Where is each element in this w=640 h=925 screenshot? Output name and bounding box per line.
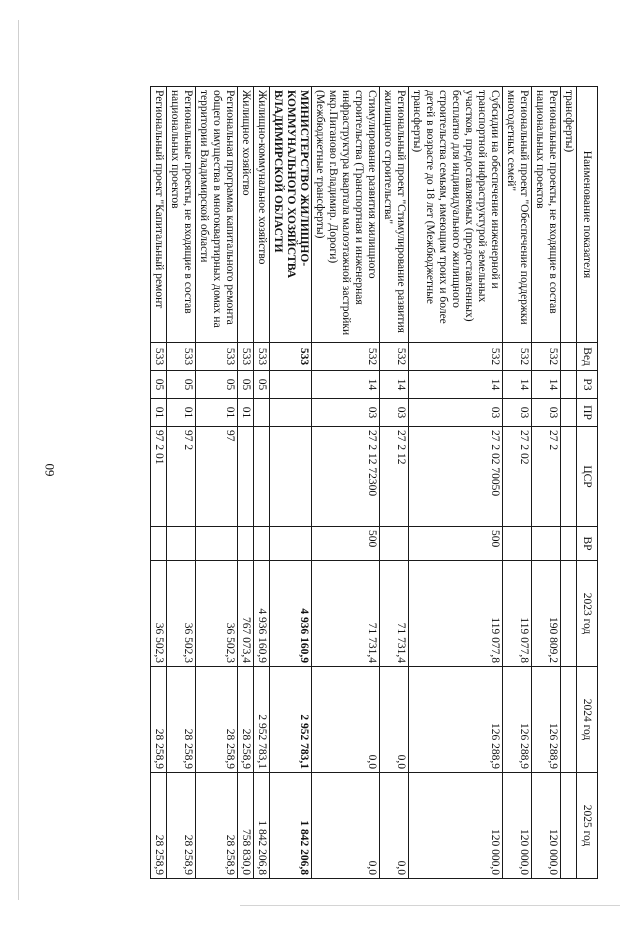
header-pr: ПР	[577, 399, 598, 427]
table-body	[151, 87, 598, 879]
cell-ved: 533	[238, 343, 254, 371]
table-row	[167, 87, 196, 879]
cell-2025	[561, 773, 577, 879]
table-header-row	[577, 87, 598, 879]
cell-vr	[270, 527, 312, 561]
cell-vr	[503, 527, 532, 561]
cell-rz: 14	[312, 371, 380, 399]
cell-rz: 05	[151, 371, 167, 399]
cell-csr: 27 2 02	[503, 427, 532, 527]
cell-csr: 97	[196, 427, 238, 527]
cell-rz: 14	[532, 371, 561, 399]
table-row	[409, 87, 503, 879]
cell-2024: 2 952 783,1	[254, 667, 270, 773]
cell-ved: 532	[409, 343, 503, 371]
header-name: Наименование показателя	[577, 87, 598, 343]
cell-pr: 03	[409, 399, 503, 427]
header-ved: Вед	[577, 343, 598, 371]
cell-rz	[270, 371, 312, 399]
table-row	[238, 87, 254, 879]
cell-2023: 4 936 160,9	[270, 561, 312, 667]
cell-2023: 119 077,8	[503, 561, 532, 667]
cell-2025: 120 000,0	[409, 773, 503, 879]
cell-2024: 28 258,9	[238, 667, 254, 773]
cell-2023: 190 809,2	[532, 561, 561, 667]
cell-name: Стимулирование развития жилищного строительства (Транспортная и инженерная инфраструктура квартала малоэтажной застройки мкр.Пиганово г.Владимир. Дороги) (Межбюджетные трансферты)	[312, 87, 380, 343]
cell-name: трансферты)	[561, 87, 577, 343]
cell-2024: 28 258,9	[167, 667, 196, 773]
rotated-table-container	[102, 86, 598, 878]
cell-ved: 532	[503, 343, 532, 371]
cell-2024: 126 288,9	[409, 667, 503, 773]
header-2025: 2025 год	[577, 773, 598, 879]
cell-csr: 97 2	[167, 427, 196, 527]
table-row	[254, 87, 270, 879]
cell-name: Региональная программа капитального ремонта общего имущества в многоквартирных домах на территории Владимирской области	[196, 87, 238, 343]
cell-2025: 1 842 206,8	[270, 773, 312, 879]
table-row	[532, 87, 561, 879]
cell-vr	[151, 527, 167, 561]
cell-vr	[254, 527, 270, 561]
cell-vr	[238, 527, 254, 561]
cell-pr: 01	[196, 399, 238, 427]
table-row	[503, 87, 532, 879]
cell-pr	[254, 399, 270, 427]
cell-pr	[561, 399, 577, 427]
cell-ved: 532	[312, 343, 380, 371]
cell-2025: 758 830,0	[238, 773, 254, 879]
cell-name: МИНИСТЕРСТВО ЖИЛИЩНО-КОММУНАЛЬНОГО ХОЗЯЙСТВА ВЛАДИМИРСКОЙ ОБЛАСТИ	[270, 87, 312, 343]
cell-2024: 0,0	[380, 667, 409, 773]
cell-name: Жилищное хозяйство	[238, 87, 254, 343]
cell-2025: 0,0	[312, 773, 380, 879]
cell-ved: 532	[380, 343, 409, 371]
table-row	[561, 87, 577, 879]
cell-2023: 4 936 160,9	[254, 561, 270, 667]
cell-2023: 119 077,8	[409, 561, 503, 667]
header-csr: ЦСР	[577, 427, 598, 527]
cell-2025: 0,0	[380, 773, 409, 879]
cell-2025: 28 258,9	[167, 773, 196, 879]
header-vr: ВР	[577, 527, 598, 561]
cell-2025: 28 258,9	[151, 773, 167, 879]
cell-vr	[561, 527, 577, 561]
cell-name: Региональный проект "Капитальный ремонт	[151, 87, 167, 343]
cell-rz: 14	[503, 371, 532, 399]
cell-csr: 27 2 12 72300	[312, 427, 380, 527]
table-row	[270, 87, 312, 879]
cell-2024	[561, 667, 577, 773]
cell-name: Региональные проекты, не входящие в состав национальных проектов	[167, 87, 196, 343]
cell-csr	[254, 427, 270, 527]
cell-rz: 05	[254, 371, 270, 399]
cell-csr: 27 2	[532, 427, 561, 527]
cell-pr: 03	[503, 399, 532, 427]
page-number: 60	[42, 463, 57, 477]
cell-vr: 500	[312, 527, 380, 561]
cell-ved	[561, 343, 577, 371]
cell-rz: 05	[167, 371, 196, 399]
table-row	[312, 87, 380, 879]
cell-2024: 126 288,9	[532, 667, 561, 773]
cell-csr: 97 2 01	[151, 427, 167, 527]
cell-pr: 01	[167, 399, 196, 427]
cell-csr	[238, 427, 254, 527]
cell-2025: 120 000,0	[503, 773, 532, 879]
cell-vr	[532, 527, 561, 561]
cell-vr	[196, 527, 238, 561]
cell-csr: 27 2 12	[380, 427, 409, 527]
table-row	[151, 87, 167, 879]
cell-pr	[270, 399, 312, 427]
cell-2023: 36 502,3	[151, 561, 167, 667]
budget-table	[150, 86, 598, 879]
cell-name: Региональный проект "Обеспечение поддержки многодетных семей"	[503, 87, 532, 343]
cell-pr: 03	[532, 399, 561, 427]
cell-ved: 532	[532, 343, 561, 371]
cell-name: Жилищно-коммунальное хозяйство	[254, 87, 270, 343]
header-2024: 2024 год	[577, 667, 598, 773]
cell-2024: 28 258,9	[196, 667, 238, 773]
cell-2025: 120 000,0	[532, 773, 561, 879]
cell-2024: 2 952 783,1	[270, 667, 312, 773]
cell-name: Региональный проект "Стимулирование развития жилищного строительства"	[380, 87, 409, 343]
cell-name: Региональные проекты, не входящие в состав национальных проектов	[532, 87, 561, 343]
cell-2023: 36 502,3	[196, 561, 238, 667]
cell-pr: 03	[312, 399, 380, 427]
cell-2023	[561, 561, 577, 667]
cell-csr: 27 2 02 70050	[409, 427, 503, 527]
cell-name: Субсидии на обеспечение инженерной и транспортной инфраструктурой земельных участков, предоставляемых (предоставленных) бесплатно для индивидуального жилищного строительства семьям, имеющим троих и более детей в возрасте до 18 лет (Межбюджетные трансферты)	[409, 87, 503, 343]
cell-2023: 71 731,4	[312, 561, 380, 667]
cell-2023: 36 502,3	[167, 561, 196, 667]
cell-rz: 05	[238, 371, 254, 399]
cell-2023: 767 073,4	[238, 561, 254, 667]
cell-ved: 533	[270, 343, 312, 371]
cell-2024: 126 288,9	[503, 667, 532, 773]
cell-csr	[270, 427, 312, 527]
table-row	[196, 87, 238, 879]
cell-2023: 71 731,4	[380, 561, 409, 667]
cell-2024: 0,0	[312, 667, 380, 773]
cell-rz: 14	[380, 371, 409, 399]
cell-ved: 533	[254, 343, 270, 371]
cell-ved: 533	[151, 343, 167, 371]
cell-vr	[167, 527, 196, 561]
page-left-edge	[18, 20, 19, 900]
cell-ved: 533	[167, 343, 196, 371]
cell-2024: 28 258,9	[151, 667, 167, 773]
header-2023: 2023 год	[577, 561, 598, 667]
cell-vr	[380, 527, 409, 561]
header-rz: РЗ	[577, 371, 598, 399]
cell-2025: 28 258,9	[196, 773, 238, 879]
cell-pr: 01	[151, 399, 167, 427]
cell-pr: 03	[380, 399, 409, 427]
cell-rz	[561, 371, 577, 399]
cell-ved: 533	[196, 343, 238, 371]
cell-vr: 500	[409, 527, 503, 561]
cell-rz: 14	[409, 371, 503, 399]
cell-rz: 05	[196, 371, 238, 399]
page-bottom-edge	[240, 905, 620, 906]
cell-pr: 01	[238, 399, 254, 427]
cell-csr	[561, 427, 577, 527]
cell-2025: 1 842 206,8	[254, 773, 270, 879]
table-row	[380, 87, 409, 879]
